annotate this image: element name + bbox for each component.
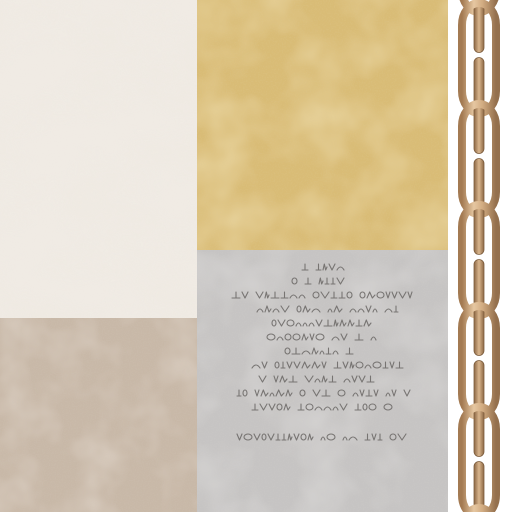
marble-texture-tile: [0, 0, 197, 318]
chain-links: [462, 0, 496, 512]
stone-texture: [197, 250, 448, 512]
chain-link: [474, 0, 484, 53]
chain-texture-tile: [448, 0, 512, 512]
sand-texture: [0, 318, 197, 512]
chain-texture: [448, 0, 512, 512]
ochre-texture: [197, 0, 448, 250]
chain-link: [462, 508, 496, 512]
stone-inscription-tile: [197, 250, 448, 512]
marble-texture: [0, 0, 197, 318]
sand-texture-tile: [0, 318, 197, 512]
ochre-texture-tile: [197, 0, 448, 250]
